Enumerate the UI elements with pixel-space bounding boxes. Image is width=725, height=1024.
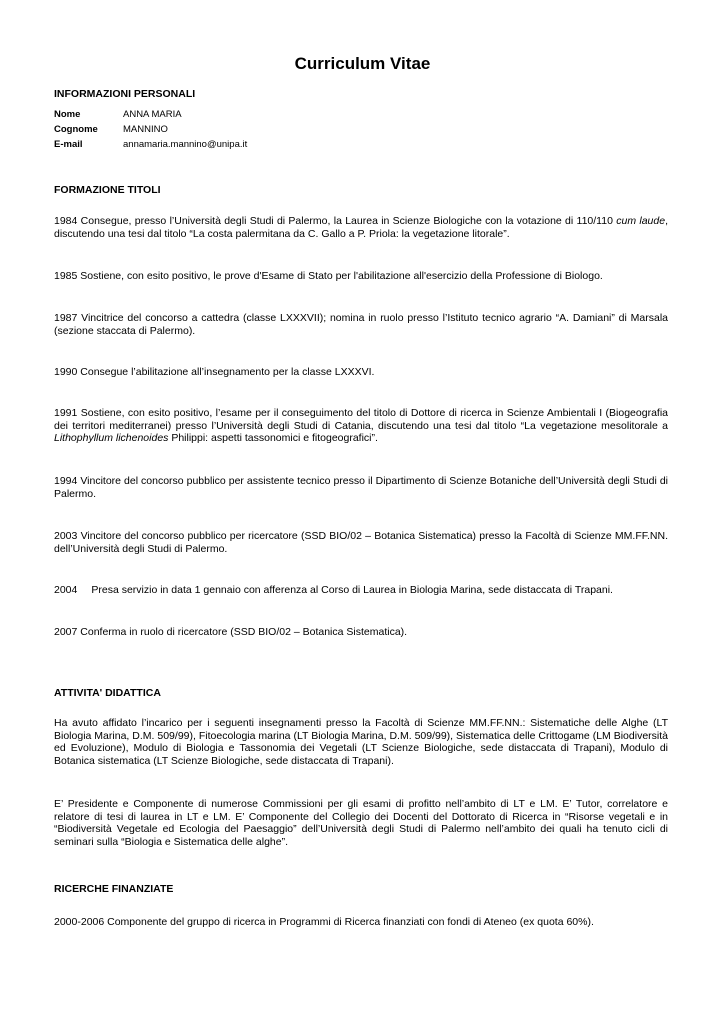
item-text: 1990 Consegue l’abilitazione all’insegnamento per la classe LXXXVI. <box>54 366 375 378</box>
personal-value: MANNINO <box>123 124 168 135</box>
item-text: 1994 Vincitore del concorso pubblico per assistente tecnico presso il Dipartimento di Scienze Botaniche dell’Università degli Studi di Palermo. <box>54 475 668 500</box>
item-text: 1987 Vincitrice del concorso a cattedra (classe LXXXVII); nomina in ruolo presso l’Istituto tecnico agrario “A. Damiani” di Marsala (sezione staccata di Palermo). <box>54 312 668 337</box>
personal-label: Cognome <box>54 124 98 135</box>
formazione-item <box>54 366 668 379</box>
formazione-item <box>54 530 668 555</box>
item-text: 2007 Conferma in ruolo di ricercatore (SSD BIO/02 – Botanica Sistematica). <box>54 626 408 638</box>
section-heading-didattica: ATTIVITA' DIDATTICA <box>54 687 161 699</box>
item-text: Philippi: aspetti tassonomici e fitogeografici”. <box>168 432 378 445</box>
email-value: annamaria.mannino@unipa.it <box>123 139 248 150</box>
formazione-item <box>54 407 668 445</box>
item-text: 1991 Sostiene, con esito positivo, l’esame per il conseguimento del titolo di Dottore di ricerca in Scienze Ambientali I (Biogeografia dei territori mediterranei) presso l’Università degli Studi di Catania, discutendo una tesi dal titolo “La vegetazione mesolitorale a <box>54 407 668 432</box>
item-year: 2004 <box>54 584 78 596</box>
section-heading-formazione: FORMAZIONE TITOLI <box>54 184 161 196</box>
item-text: Presa servizio in data 1 gennaio con afferenza al Corso di Laurea in Biologia Marina, sede distaccata di Trapani. <box>91 584 613 596</box>
item-text: 2003 Vincitore del concorso pubblico per ricercatore (SSD BIO/02 – Botanica Sistematica) presso la Facoltà di Scienze MM.FF.NN. dell’Università degli Studi di Palermo. <box>54 530 668 555</box>
item-italic: cum laude <box>616 215 666 227</box>
personal-label: E-mail <box>54 139 83 150</box>
item-text: 1985 Sostiene, con esito positivo, le prove d'Esame di Stato per l'abilitazione all'esercizio della Professione di Biologo. <box>54 270 603 282</box>
section-heading-ricerche: RICERCHE FINANZIATE <box>54 883 174 895</box>
didattica-item: Ha avuto affidato l’incarico per i seguenti insegnamenti presso la Facoltà di Scienze MM.FF.NN.: Sistematiche delle Alghe (LT Biologia Marina, D.M. 509/99), Fitoecologia marina (LT Biologia Marina, D.M. 509/99), Sistematica delle Crittogame (LM Biodiversità ed Evoluzione), Modulo di Biologia e Tassonomia dei Vegetali (LT Scienze Biologiche, sede distaccata di Trapani), Modulo di Botanica sistematica (LT Scienze Biologiche, sede distaccata di Trapani). <box>54 717 668 767</box>
formazione-item <box>54 626 668 639</box>
formazione-item <box>54 215 668 240</box>
item-italic: Lithophyllum lichenoides <box>54 432 169 445</box>
formazione-item <box>54 312 668 337</box>
formazione-item <box>54 584 668 597</box>
formazione-item <box>54 475 668 500</box>
personal-label: Nome <box>54 109 81 120</box>
didattica-item: E’ Presidente e Componente di numerose Commissioni per gli esami di profitto nell’ambito di LT e LM. E’ Tutor, correlatore e relatore di tesi di laurea in LT e LM. E’ Componente del Collegio dei Docenti del Dottorato di Ricerca in “Risorse vegetali e in “Biodiversità Vegetale ed Ecologia del Paesaggio” dell’Università degli Studi di Palermo nell’ambito dei quali ha tenuto cicli di seminari sulla “Biologia e Sistematica delle alghe”. <box>54 798 668 848</box>
ricerche-item: 2000-2006 Componente del gruppo di ricerca in Programmi di Ricerca finanziati con fondi di Ateneo (ex quota 60%). <box>54 916 594 928</box>
document-title: Curriculum Vitae <box>294 54 431 73</box>
item-text: 1984 Consegue, presso l’Università degli Studi di Palermo, la Laurea in Scienze Biologiche con la votazione di 110/110 <box>54 215 617 227</box>
personal-value: ANNA MARIA <box>123 109 182 120</box>
item-text: , discutendo una tesi dal titolo “La costa palermitana da C. Gallo a P. Priola: la vegetazione litorale”. <box>54 215 668 240</box>
section-heading-personal: INFORMAZIONI PERSONALI <box>54 88 196 100</box>
formazione-item <box>54 270 668 283</box>
